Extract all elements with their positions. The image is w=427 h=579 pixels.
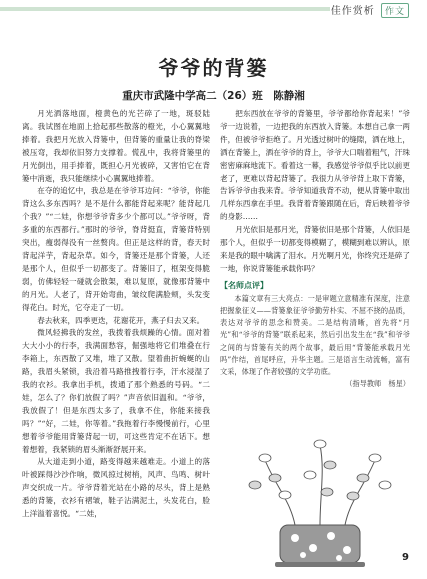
left-column [22, 108, 210, 521]
page-number: 9 [402, 552, 409, 563]
paragraph: 春去秋来，四季更迭，花谢花开，燕子归去又来。 [37, 315, 205, 325]
potted-plant-illustration [235, 430, 405, 570]
header-band [0, 0, 427, 22]
article-author: 重庆市武隆中学高二（26）班 陈静湘 [122, 90, 305, 102]
paragraph: 月光依旧是那月光，背篓依旧是那个背篓，人依旧是那个人，但似乎一切都变得模糊了，模糊到难以辨认，原来是我的眼中噙满了泪水。月光啊月光，你终究还是碎了一地，你说背篓能承载你吗？ [220, 225, 410, 273]
paragraph: 微风轻拂我的发丝，我拨着我烦躁的心情。面对着大大小小的行李，我满面愁容，倔强地将它们堆叠在行李箱上，东西散了又堆，堆了又散。望着曲折蜿蜒的山路，我眉头紧锁，我沿着马路推拽着行李，汗水浸湿了我的衣衫。我拿出手机，拨通了那个熟悉的号码。“二娃，怎么了？你们放假了吗？”声音依旧温和。“爷爷，我放假了！但是东西太多了，我拿不住，你能来接我吗？”“好，二娃，你等着。”我拖着行李慢慢前行，心里想着爷爷能用背篓背起一切，可这些肯定不在话下。想着想着，我紧锁的眉头渐渐舒展开来。 [22, 328, 210, 454]
comment-body: 本篇文章有三大亮点：一是审题立意精准有深度，注意把握象征义——背篓象征爷爷勤劳朴实、不屈不挠的品质，表达对爷爷的思念和赞美。二是结构清晰，首先将“月光”和“爷爷的背篓”联系起来，然后引出发生在“我”和爷爷之间的与背篓有关的两个故事，最后用“背篓能承载月光吗”作结，首尾呼应，升华主题。三是语言生动流畅，富有文采，体现了作者较强的文学功底。 [220, 293, 410, 376]
paragraph: 把东西放在爷爷的背篓里，爷爷都给你背起来！”爷爷一边说着，一边把我的东西放入背篓。本想自己拿一两件，但被爷爷拒绝了。月光透过树叶的缝隙，洒在地上，洒在背篓上，洒在爷爷的背上，爷爷大口喘着粗气，汗珠密密麻麻地流下。看着这一幕，我感觉爷爷似乎比以前更老了，更难以背起背篓了。我很力从爷爷背上取下背篓，告诉爷爷由我来背。爷爷知道我背不动，便从背篓中取出几样东西拿在手里。我背着背篓跟随在后，背后映着爷爷的身影…… [220, 109, 410, 222]
section-name: 佳作赏析 [330, 6, 375, 17]
paragraph: 从大道走到小道，路变得越来越难走。小道上的落叶被踩得沙沙作响，微风掠过树梢，风声、鸟鸣、树叶声交织成一片。爷爷背着光站在小路的尽头，背上是熟悉的背篓，衣衫有褶皱，鞋子沾满泥土，头发花白，脸上洋溢着喜悦。“二娃， [22, 457, 210, 519]
comment-signature: （指导教师 杨星） [345, 379, 410, 389]
right-column [220, 108, 410, 391]
header-stripe [0, 7, 330, 11]
paragraph: 在夺的追忆中，我总是在爷爷耳边问：“爷爷，你能背这么多东西吗？是不是什么都能背起来呢？能背起几个我？”“二娃，你想爷爷背多少个都可以。”爷爷呀，背多重的东西都行。”那时的爷爷，脊背挺直，背篓背特别突出，瘦弱得没有一丝赘肉。但正是这样的背，春天时背起洋芋，背起杂草。如今，背篓还是那个背篓，人还是那个人，但似乎一切都变了。背篓旧了，框架变得脆弱，仿佛轻轻一碰就会散架，难以复原，就像那背篓中的月光。人老了，背开始弯曲，皱纹爬满脸颊，头发变得花白。时光，它夺走了一切。 [22, 186, 210, 312]
comment-heading: 【名师点评】 [220, 280, 268, 290]
section-tag: 作文 [381, 3, 409, 18]
article-title: 爷爷的背篓 [158, 56, 269, 80]
paragraph: 月光洒落地面，橙黄色的光芒碎了一地，斑驳陆离。我试图在地面上拾起那些散落的橙光，小心翼翼地捧着。我把月光放入背篓中，但背篓的重量让我的脊梁被压弯，我却依旧努力支撑着。慌乱中，我将背篓里的月光倒出，用手捧着，既担心月光被碎，又害怕它在背篓中消逝，我只能继续小心翼翼地捧着。 [22, 109, 210, 183]
section-label [331, 2, 409, 18]
